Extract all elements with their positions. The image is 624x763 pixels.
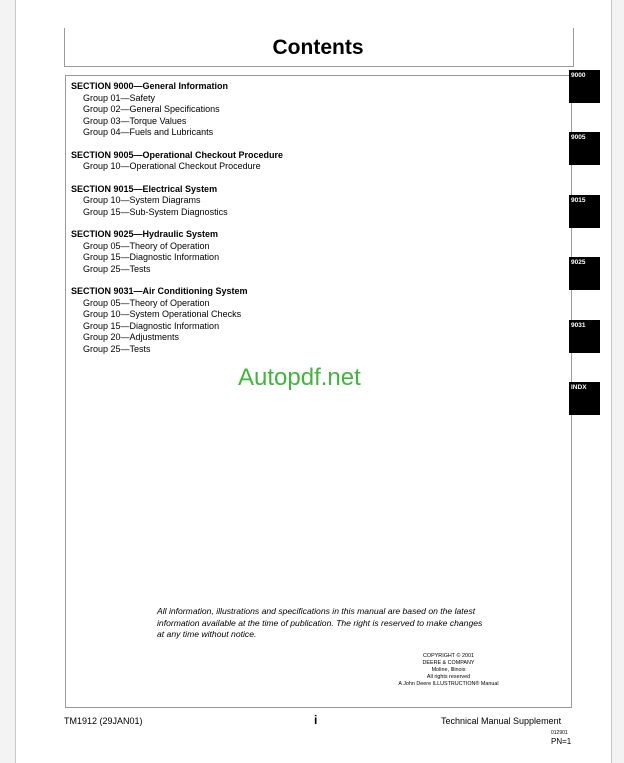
copyright-location: Moline, Illinois xyxy=(431,667,466,673)
group-link[interactable]: Group 15—Diagnostic Information xyxy=(83,252,220,262)
section-heading-9025[interactable]: SECTION 9025—Hydraulic System xyxy=(71,229,219,239)
group-link[interactable]: Group 10—System Diagrams xyxy=(83,195,201,205)
footer-page-number: i xyxy=(314,713,318,727)
footer-date-code: 012901 xyxy=(551,730,568,736)
group-link[interactable]: Group 20—Adjustments xyxy=(83,332,180,342)
section-heading-9005[interactable]: SECTION 9005—Operational Checkout Procedure xyxy=(71,150,284,160)
group-link[interactable]: Group 03—Torque Values xyxy=(83,116,187,126)
group-link[interactable]: Group 10—Operational Checkout Procedure xyxy=(83,161,261,171)
group-link[interactable]: Group 02—General Specifications xyxy=(83,104,220,114)
group-link[interactable]: Group 05—Theory of Operation xyxy=(83,298,210,308)
footer-document-id: TM1912 (29JAN01) xyxy=(64,716,143,726)
group-link[interactable]: Group 10—System Operational Checks xyxy=(83,309,242,319)
disclaimer-text: All information, illustrations and specifications in this manual are based on the latest information available at the time of publication. The right is reserved to make changes at any time without notice. xyxy=(157,606,483,639)
section-tab-9025[interactable]: 9025 xyxy=(569,257,600,290)
watermark-text: Autopdf.net xyxy=(238,364,361,391)
section-heading-9015[interactable]: SECTION 9015—Electrical System xyxy=(71,184,218,194)
page-title: Contents xyxy=(272,36,364,59)
copyright-rights: All rights reserved xyxy=(426,674,471,680)
section-heading-9031[interactable]: SECTION 9031—Air Conditioning System xyxy=(71,286,248,296)
copyright-line: COPYRIGHT © 2001 xyxy=(423,653,474,659)
copyright-company: DEERE & COMPANY xyxy=(422,660,475,666)
footer-manual-type: Technical Manual Supplement xyxy=(441,716,562,726)
section-tab-9000[interactable]: 9000 xyxy=(569,70,600,103)
section-tab-9005[interactable]: 9005 xyxy=(569,132,600,165)
group-link[interactable]: Group 15—Diagnostic Information xyxy=(83,321,220,331)
group-link[interactable]: Group 05—Theory of Operation xyxy=(83,241,210,251)
group-link[interactable]: Group 04—Fuels and Lubricants xyxy=(83,127,214,137)
group-link[interactable]: Group 25—Tests xyxy=(83,264,151,274)
section-heading-9000[interactable]: SECTION 9000—General Information xyxy=(71,81,229,91)
group-link[interactable]: Group 15—Sub-System Diagnostics xyxy=(83,207,228,217)
section-tab-9031[interactable]: 9031 xyxy=(569,320,600,353)
footer-pn: PN=1 xyxy=(551,737,572,746)
manual-page xyxy=(15,0,612,763)
copyright-manual: A John Deere ILLUSTRUCTION® Manual xyxy=(398,681,499,687)
section-tab-9015[interactable]: 9015 xyxy=(569,195,600,228)
section-tab-index[interactable]: INDX xyxy=(569,382,600,415)
group-link[interactable]: Group 25—Tests xyxy=(83,344,151,354)
group-link[interactable]: Group 01—Safety xyxy=(83,93,156,103)
